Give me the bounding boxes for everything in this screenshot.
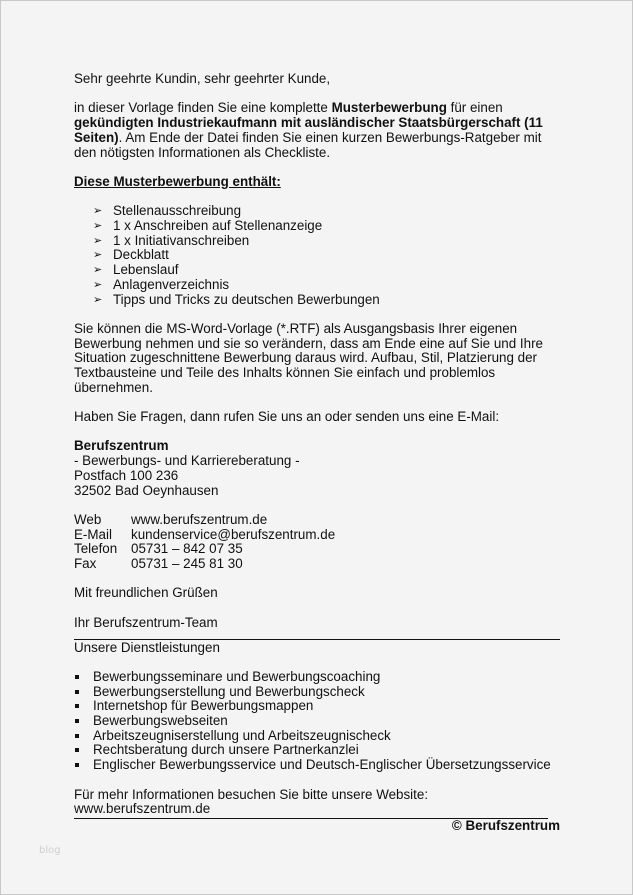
square-bullet-icon: [75, 748, 79, 752]
list-item-text: 1 x Initiativanschreiben: [113, 232, 250, 248]
arrow-bullet-icon: ➢: [93, 278, 103, 291]
list-item: [74, 743, 560, 758]
intro-text-2: für einen: [446, 100, 503, 116]
contents-heading: Diese Musterbewerbung enthält:: [74, 173, 281, 189]
list-item: [93, 278, 560, 293]
intro-text-1: in dieser Vorlage finden Sie eine komplette: [74, 100, 332, 116]
list-item-text: 1 x Anschreiben auf Stellenanzeige: [113, 217, 323, 233]
contents-list: [74, 204, 560, 307]
email-link[interactable]: kundenservice@berufszentrum.de: [131, 526, 336, 542]
list-item: [93, 263, 560, 278]
list-item: [93, 234, 560, 249]
intro-bold-1: Musterbewerbung: [331, 100, 447, 116]
list-item: [74, 685, 560, 700]
list-item-text: Stellenausschreibung: [113, 203, 242, 219]
list-item: [93, 293, 560, 308]
list-item-text: Deckblatt: [113, 247, 169, 263]
fax-value: 05731 – 245 81 30: [131, 556, 243, 572]
square-bullet-icon: [75, 704, 79, 708]
list-item: [74, 758, 560, 773]
arrow-bullet-icon: ➢: [93, 293, 103, 306]
arrow-bullet-icon: ➢: [93, 234, 103, 247]
company-postbox: Postfach 100 236: [74, 467, 179, 483]
contact-row-phone: [74, 542, 335, 557]
list-item-text: Anlagenverzeichnis: [113, 276, 230, 292]
square-bullet-icon: [75, 690, 79, 694]
contact-row-web: [74, 513, 335, 528]
list-item-text: Bewerbungsseminare und Bewerbungscoaching: [93, 668, 381, 684]
letter-body: [74, 72, 560, 834]
intro-bold-2: gekündigten Industriekaufmann mit ausländischer Staatsbürgerschaft (11 Seiten): [74, 115, 543, 145]
intro-paragraph: [74, 101, 560, 160]
more-info-line: Für mehr Informationen besuchen Sie bitte unsere Website: www.berufszentrum.de: [74, 788, 548, 819]
list-item-text: Arbeitszeugniserstellung und Arbeitszeugnischeck: [93, 727, 391, 743]
signature: Ihr Berufszentrum-Team: [74, 614, 218, 630]
questions-line: Haben Sie Fragen, dann rufen Sie uns an oder senden uns eine E-Mail:: [74, 409, 500, 425]
services-heading: Unsere Dienstleistungen: [74, 639, 220, 655]
square-bullet-icon: [75, 734, 79, 738]
watermark-text: blog: [39, 845, 61, 856]
company-tagline: - Bewerbungs- und Karriereberatung -: [74, 453, 300, 469]
intro-text-3: . Am Ende der Datei finden Sie einen kurzen Bewerbungs-Ratgeber mit den nötigsten Informationen als Checkliste.: [74, 129, 542, 160]
square-bullet-icon: [75, 719, 79, 723]
usage-paragraph: Sie können die MS-Word-Vorlage (*.RTF) als Ausgangsbasis Ihrer eigenen Bewerbung nehmen und sie so verändern, dass am Ende eine auf Sie und Ihre Situation zugeschnittene Bewerbung daraus wird. Aufbau, Stil, Platzierung der Textbausteine und Teile des Inhalts können Sie einfach und problemlos übernehmen.: [74, 320, 543, 395]
contact-label: Fax: [74, 556, 97, 572]
contact-row-fax: [74, 557, 335, 572]
company-name: Berufszentrum: [74, 438, 169, 454]
list-item-text: Lebenslauf: [113, 262, 179, 278]
list-item: [93, 219, 560, 234]
contact-table: [74, 513, 335, 572]
list-item-text: Internetshop für Bewerbungsmappen: [93, 698, 314, 714]
arrow-bullet-icon: ➢: [93, 249, 103, 262]
contact-label: E-Mail: [74, 526, 112, 542]
arrow-bullet-icon: ➢: [93, 219, 103, 232]
list-item: [93, 248, 560, 263]
contact-label: Web: [74, 511, 102, 527]
list-item: [74, 714, 560, 729]
contact-label: Telefon: [74, 541, 118, 557]
services-list: [74, 670, 560, 773]
list-item-text: Tipps und Tricks zu deutschen Bewerbungen: [113, 291, 380, 307]
company-city: 32502 Bad Oeynhausen: [74, 482, 219, 498]
list-item-text: Rechtsberatung durch unsere Partnerkanzlei: [93, 742, 359, 758]
square-bullet-icon: [75, 763, 79, 767]
arrow-bullet-icon: ➢: [93, 205, 103, 218]
salutation: Sehr geehrte Kundin, sehr geehrter Kunde,: [74, 71, 331, 86]
copyright: © Berufszentrum: [451, 817, 560, 833]
list-item-text: Bewerbungserstellung und Bewerbungscheck: [93, 683, 365, 699]
list-item: [93, 204, 560, 219]
phone-value: 05731 – 842 07 35: [131, 541, 243, 557]
closing: Mit freundlichen Grüßen: [74, 585, 218, 601]
list-item-text: Englischer Bewerbungsservice und Deutsch-Englischer Übersetzungsservice: [93, 757, 551, 773]
web-link[interactable]: www.berufszentrum.de: [131, 511, 268, 527]
list-item: [74, 699, 560, 714]
arrow-bullet-icon: ➢: [93, 264, 103, 277]
contact-row-email: [74, 528, 335, 543]
list-item-text: Bewerbungswebseiten: [93, 713, 228, 729]
square-bullet-icon: [75, 675, 79, 679]
services-divider: [74, 639, 560, 656]
list-item: [74, 670, 560, 685]
list-item: [74, 729, 560, 744]
